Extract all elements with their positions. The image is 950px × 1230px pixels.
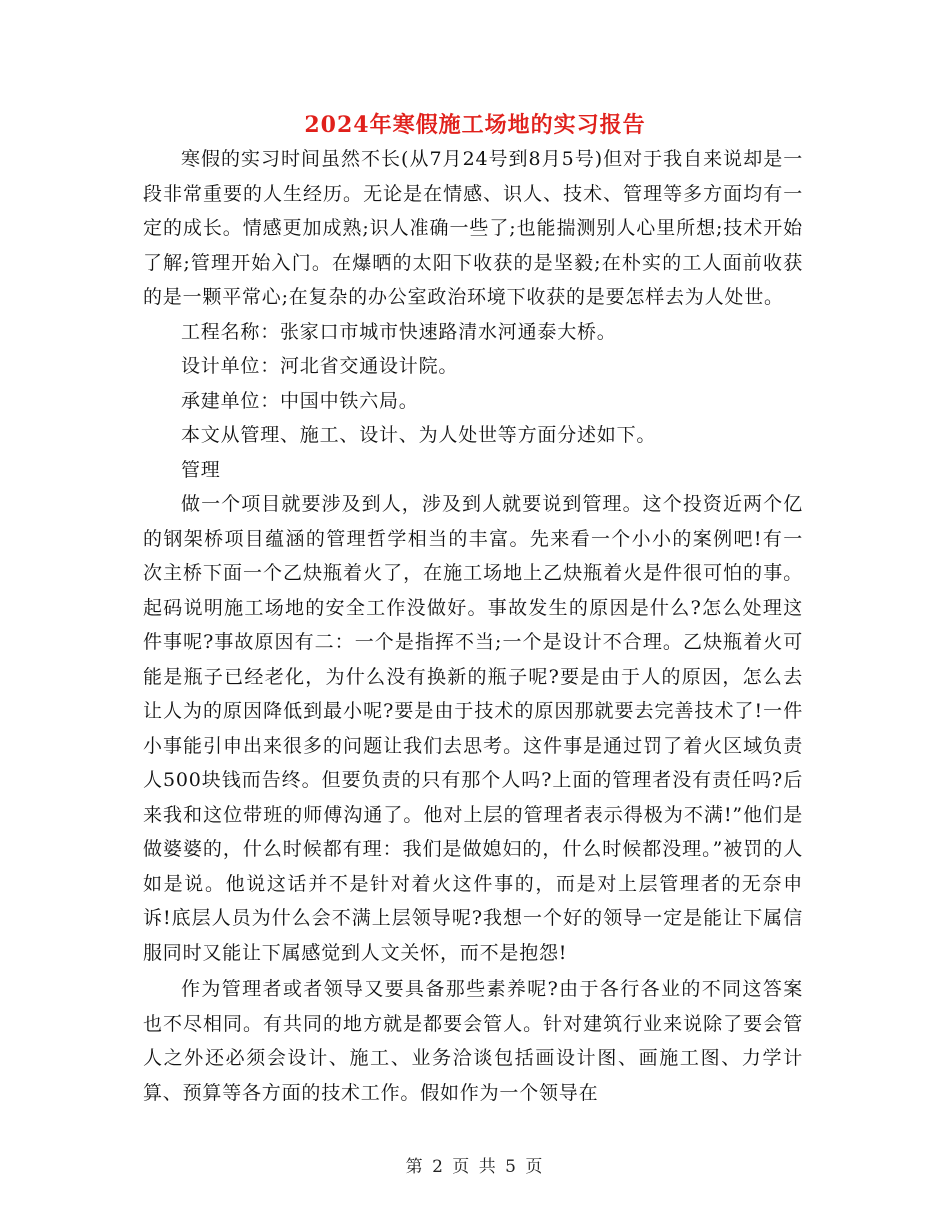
- paragraph-contractor: 承建单位：中国中铁六局。: [181, 389, 419, 412]
- paragraph-manager-qualities: 作为管理者或者领导又要具备那些素养呢?由于各行各业的不同这答案也不尽相同。有共同的地方就是都要会管人。针对建筑行业来说除了要会管人之外还必须会设计、施工、业务洽谈包括画设计图、画施工图、力学计算、预算等各方面的技术工作。假如作为一个领导在: [143, 978, 803, 1104]
- paragraph-intro: 寒假的实习时间虽然不长(从7月24号到8月5号)但对于我自来说却是一段非常重要的人生经历。无论是在情感、识人、技术、管理等多方面均有一定的成长。情感更加成熟;识人准确一些了;也能揣测别人心里所想;技术开始了解;管理开始入门。在爆晒的太阳下收获的是坚毅;在朴实的工人面前收获的是一颗平常心;在复杂的办公室政治环境下收获的是要怎样去为人处世。: [143, 148, 803, 308]
- section-heading-management: 管理: [181, 458, 221, 481]
- document-title: 2024年寒假施工场地的实习报告: [304, 112, 646, 138]
- document-body: [143, 142, 803, 1110]
- paragraph-outline: 本文从管理、施工、设计、为人处世等方面分述如下。: [181, 424, 657, 446]
- paragraph-design-unit: 设计单位：河北省交通设计院。: [181, 355, 459, 377]
- paragraph-project-name: 工程名称：张家口市城市快速路清水河通泰大桥。: [181, 320, 617, 343]
- paragraph-management-case: 做一个项目就要涉及到人，涉及到人就要说到管理。这个投资近两个亿的钢架桥项目蕴涵的管理哲学相当的丰富。先来看一个小小的案例吧!有一次主桥下面一个乙炔瓶着火了，在施工场地上乙炔瓶着火是件很可怕的事。起码说明施工场地的安全工作没做好。事故发生的原因是什么?怎么处理这件事呢?事故原因有二：一个是指挥不当;一个是设计不合理。乙炔瓶着火可能是瓶子已经老化，为什么没有换新的瓶子呢?要是由于人的原因，怎么去让人为的原因降低到最小呢?要是由于技术的原因那就要去完善技术了!一件小事能引申出来很多的问题让我们去思考。这件事是通过罚了着火区域负责人500块钱而告终。但要负责的只有那个人吗?上面的管理者没有责任吗?后来我和这位带班的师傅沟通了。他对上层的管理者表示得极为不满!”他们是做婆婆的，什么时候都有理：我们是做媳妇的，什么时候都没理。”被罚的人如是说。他说这话并不是针对着火这件事的，而是对上层管理者的无奈申诉!底层人员为什么会不满上层领导呢?我想一个好的领导一定是能让下属信服同时又能让下属感觉到人文关怀，而不是抱怨!: [143, 493, 803, 964]
- page-number-footer: 第 2 页 共 5 页: [405, 1157, 545, 1177]
